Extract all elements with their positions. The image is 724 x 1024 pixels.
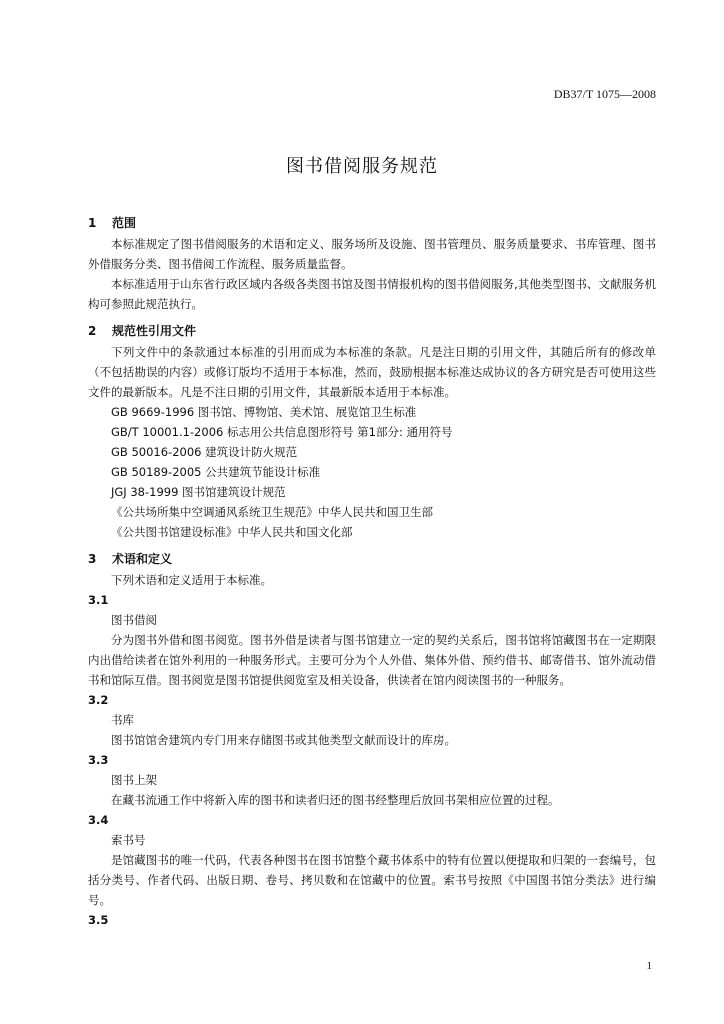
term-number: 3.4	[88, 813, 109, 827]
reference-item: 《公共图书馆建设标准》中华人民共和国文化部	[111, 525, 353, 539]
section-number: 3	[88, 552, 97, 566]
term-name: 图书上架	[111, 773, 157, 787]
term-number: 3.1	[88, 593, 109, 607]
section-number: 1	[88, 216, 97, 230]
section-heading	[88, 548, 656, 570]
term-definition: 图书馆馆舍建筑内专门用来存储图书或其他类型文献而设计的库房。	[111, 733, 456, 747]
document-title: 图书借阅服务规范	[286, 156, 438, 177]
page-number: 1	[646, 960, 652, 972]
reference-item: JGJ 38-1999 图书馆建筑设计规范	[111, 485, 286, 499]
term-name: 书库	[111, 713, 134, 727]
reference-item: GB 9669-1996 图书馆、博物馆、美术馆、展览馆卫生标准	[111, 405, 417, 419]
reference-item: GB 50016-2006 建筑设计防火规范	[111, 445, 298, 459]
term-number: 3.5	[88, 913, 109, 927]
paragraph: 本标准规定了图书借阅服务的术语和定义、服务场所及设施、图书管理员、服务质量要求、书库管理、图书外借服务分类、图书借阅工作流程、服务质量监督。	[88, 237, 656, 271]
paragraph: 本标准适用于山东省行政区域内各级各类图书馆及图书情报机构的图书借阅服务,其他类型图书、文献服务机构可参照此规范执行。	[88, 277, 656, 311]
reference-item: GB 50189-2005 公共建筑节能设计标准	[111, 465, 321, 479]
term-number: 3.3	[88, 753, 109, 767]
paragraph: 下列文件中的条款通过本标准的引用而成为本标准的条款。凡是注日期的引用文件，其随后所有的修改单（不包括勘误的内容）或修订版均不适用于本标准，然而，鼓励根据本标准达成协议的各方研究是否可使用这些文件的最新版本。凡是不注日期的引用文件，其最新版本适用于本标准。	[88, 345, 656, 399]
term-name: 索书号	[111, 833, 146, 847]
paragraph: 下列术语和定义适用于本标准。	[111, 573, 272, 587]
section-number: 2	[88, 324, 97, 338]
document-body	[88, 212, 656, 930]
section-heading	[88, 320, 656, 342]
section-title: 规范性引用文件	[112, 324, 197, 338]
term-definition: 是馆藏图书的唯一代码，代表各种图书在图书馆整个藏书体系中的特有位置以便提取和归架的一套编号，包括分类号、作者代码、出版日期、卷号、拷贝数和在馆藏中的位置。索书号按照《中国图书馆分类法》进行编号。	[88, 853, 656, 907]
standard-code: DB37/T 1075—2008	[553, 87, 656, 101]
term-definition: 分为图书外借和图书阅览。图书外借是读者与图书馆建立一定的契约关系后，图书馆将馆藏图书在一定期限内出借给读者在馆外利用的一种服务形式。主要可分为个人外借、集体外借、预约借书、邮寄借书、馆外流动借书和馆际互借。图书阅览是图书馆提供阅览室及相关设备，供读者在馆内阅读图书的一种服务。	[88, 633, 656, 687]
section-title: 范围	[112, 216, 137, 230]
section-title: 术语和定义	[112, 552, 173, 566]
term-definition: 在藏书流通工作中将新入库的图书和读者归还的图书经整理后放回书架相应位置的过程。	[111, 793, 560, 807]
section-heading	[88, 212, 656, 234]
reference-item: 《公共场所集中空调通风系统卫生规范》中华人民共和国卫生部	[111, 505, 433, 519]
reference-item: GB/T 10001.1-2006 标志用公共信息图形符号 第1部分: 通用符号	[111, 425, 453, 439]
term-number: 3.2	[88, 693, 109, 707]
term-name: 图书借阅	[111, 613, 157, 627]
